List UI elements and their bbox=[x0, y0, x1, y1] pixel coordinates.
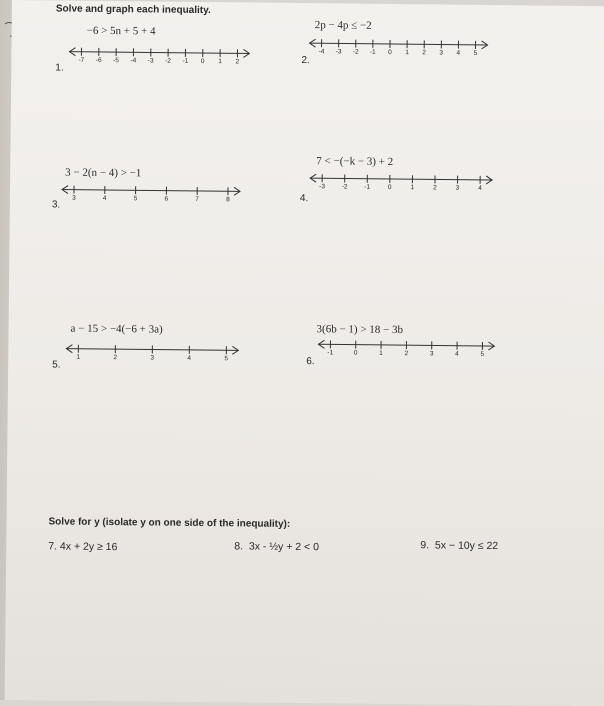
tick-label: 5 bbox=[474, 50, 478, 57]
problem-5-expression: a − 15 > −4(−6 + 3a) bbox=[70, 323, 162, 336]
problem-7 bbox=[48, 540, 117, 553]
problem-7-expression: 4x + 2y ≥ 16 bbox=[60, 541, 118, 554]
tick-label: 5 bbox=[480, 351, 484, 358]
tick-label: -3 bbox=[148, 57, 154, 64]
problem-2-number: 2. bbox=[301, 55, 309, 66]
tick-label: -3 bbox=[319, 183, 325, 190]
axis-line bbox=[69, 52, 249, 54]
problem-6-number: 6. bbox=[306, 356, 314, 367]
axis-line bbox=[310, 178, 492, 180]
axis-line bbox=[62, 190, 240, 192]
problem-4-number-line bbox=[310, 171, 492, 195]
tick-label: 3 bbox=[150, 354, 154, 361]
tick-label: -1 bbox=[370, 49, 376, 56]
tick-label: -4 bbox=[319, 48, 325, 55]
worksheet-page bbox=[5, 0, 604, 706]
tick-label: 2 bbox=[236, 58, 240, 65]
tick-label: 5 bbox=[224, 355, 228, 362]
tick-label: 1 bbox=[410, 184, 414, 191]
tick-label: -3 bbox=[336, 48, 342, 55]
tick-label: 1 bbox=[218, 58, 222, 65]
problem-4-expression: 7 < −(−k − 3) + 2 bbox=[316, 155, 393, 168]
problem-8-expression: 3x - ½y + 2 < 0 bbox=[249, 541, 319, 554]
problem-6-expression: 3(6b − 1) > 18 − 3b bbox=[317, 323, 404, 336]
tick-label: 0 bbox=[388, 184, 392, 191]
tick-label: -1 bbox=[364, 184, 370, 191]
problem-5-number: 5. bbox=[52, 359, 60, 370]
problem-3-expression: 3 − 2(n − 4) > −1 bbox=[65, 167, 141, 180]
problem-1-expression: −6 > 5n + 5 + 4 bbox=[87, 25, 156, 38]
tick-label: 1 bbox=[379, 350, 383, 357]
tick-label: -1 bbox=[182, 58, 188, 65]
problem-5-number-line bbox=[66, 342, 238, 366]
tick-label: 1 bbox=[76, 354, 80, 361]
tick-label: 0 bbox=[201, 58, 205, 65]
tick-label: 2 bbox=[113, 354, 117, 361]
tick-label: 5 bbox=[134, 195, 138, 202]
tick-label: 6 bbox=[164, 196, 168, 203]
tick-label: -2 bbox=[353, 49, 359, 56]
tick-label: 0 bbox=[354, 350, 358, 357]
tick-label: 3 bbox=[456, 185, 460, 192]
tick-label: -5 bbox=[113, 57, 119, 64]
tick-label: 3 bbox=[430, 350, 434, 357]
problem-2-expression: 2p − 4p ≤ −2 bbox=[315, 19, 372, 32]
problem-4-number: 4. bbox=[300, 193, 308, 204]
problem-2-number-line bbox=[309, 36, 487, 60]
number-line-axis bbox=[62, 184, 240, 198]
tick-label: 7 bbox=[195, 196, 199, 203]
tick-label: 4 bbox=[456, 50, 460, 57]
tick-label: -1 bbox=[327, 349, 333, 356]
problem-3-number-line bbox=[62, 183, 240, 207]
axis-line bbox=[310, 43, 488, 45]
number-line-axis bbox=[310, 172, 492, 186]
problem-1-number: 1. bbox=[55, 62, 63, 73]
tick-label: 2 bbox=[422, 49, 426, 56]
tick-label: 2 bbox=[433, 184, 437, 191]
tick-label: -7 bbox=[78, 57, 84, 64]
tick-label: 2 bbox=[404, 350, 408, 357]
problem-9-expression: 5x − 10y ≤ 22 bbox=[435, 539, 498, 552]
tick-label: -2 bbox=[342, 183, 348, 190]
problem-8 bbox=[234, 540, 319, 553]
problem-8-number: 8. bbox=[234, 540, 243, 552]
tick-label: 3 bbox=[72, 195, 76, 202]
problem-9-number: 9. bbox=[420, 539, 429, 551]
tick-label: 4 bbox=[455, 351, 459, 358]
tick-label: 1 bbox=[405, 49, 409, 56]
tick-label: 0 bbox=[388, 49, 392, 56]
tick-label: -2 bbox=[165, 58, 171, 65]
problem-6-number-line bbox=[318, 337, 494, 361]
problem-3-number: 3. bbox=[52, 199, 60, 210]
tick-label: -6 bbox=[96, 57, 102, 64]
tick-label: 8 bbox=[226, 196, 230, 203]
section2-heading: Solve for y (isolate y on one side of the inequality): bbox=[48, 516, 290, 530]
tick-label: 4 bbox=[103, 195, 107, 202]
worksheet-title: Solve and graph each inequality. bbox=[56, 3, 211, 16]
problem-7-number: 7. bbox=[48, 540, 57, 552]
tick-label: -4 bbox=[130, 57, 136, 64]
problem-9 bbox=[420, 539, 498, 552]
tick-label: 3 bbox=[439, 49, 443, 56]
tick-label: 4 bbox=[478, 185, 482, 192]
problem-1-number-line bbox=[69, 45, 249, 69]
tick-label: 4 bbox=[187, 355, 191, 362]
